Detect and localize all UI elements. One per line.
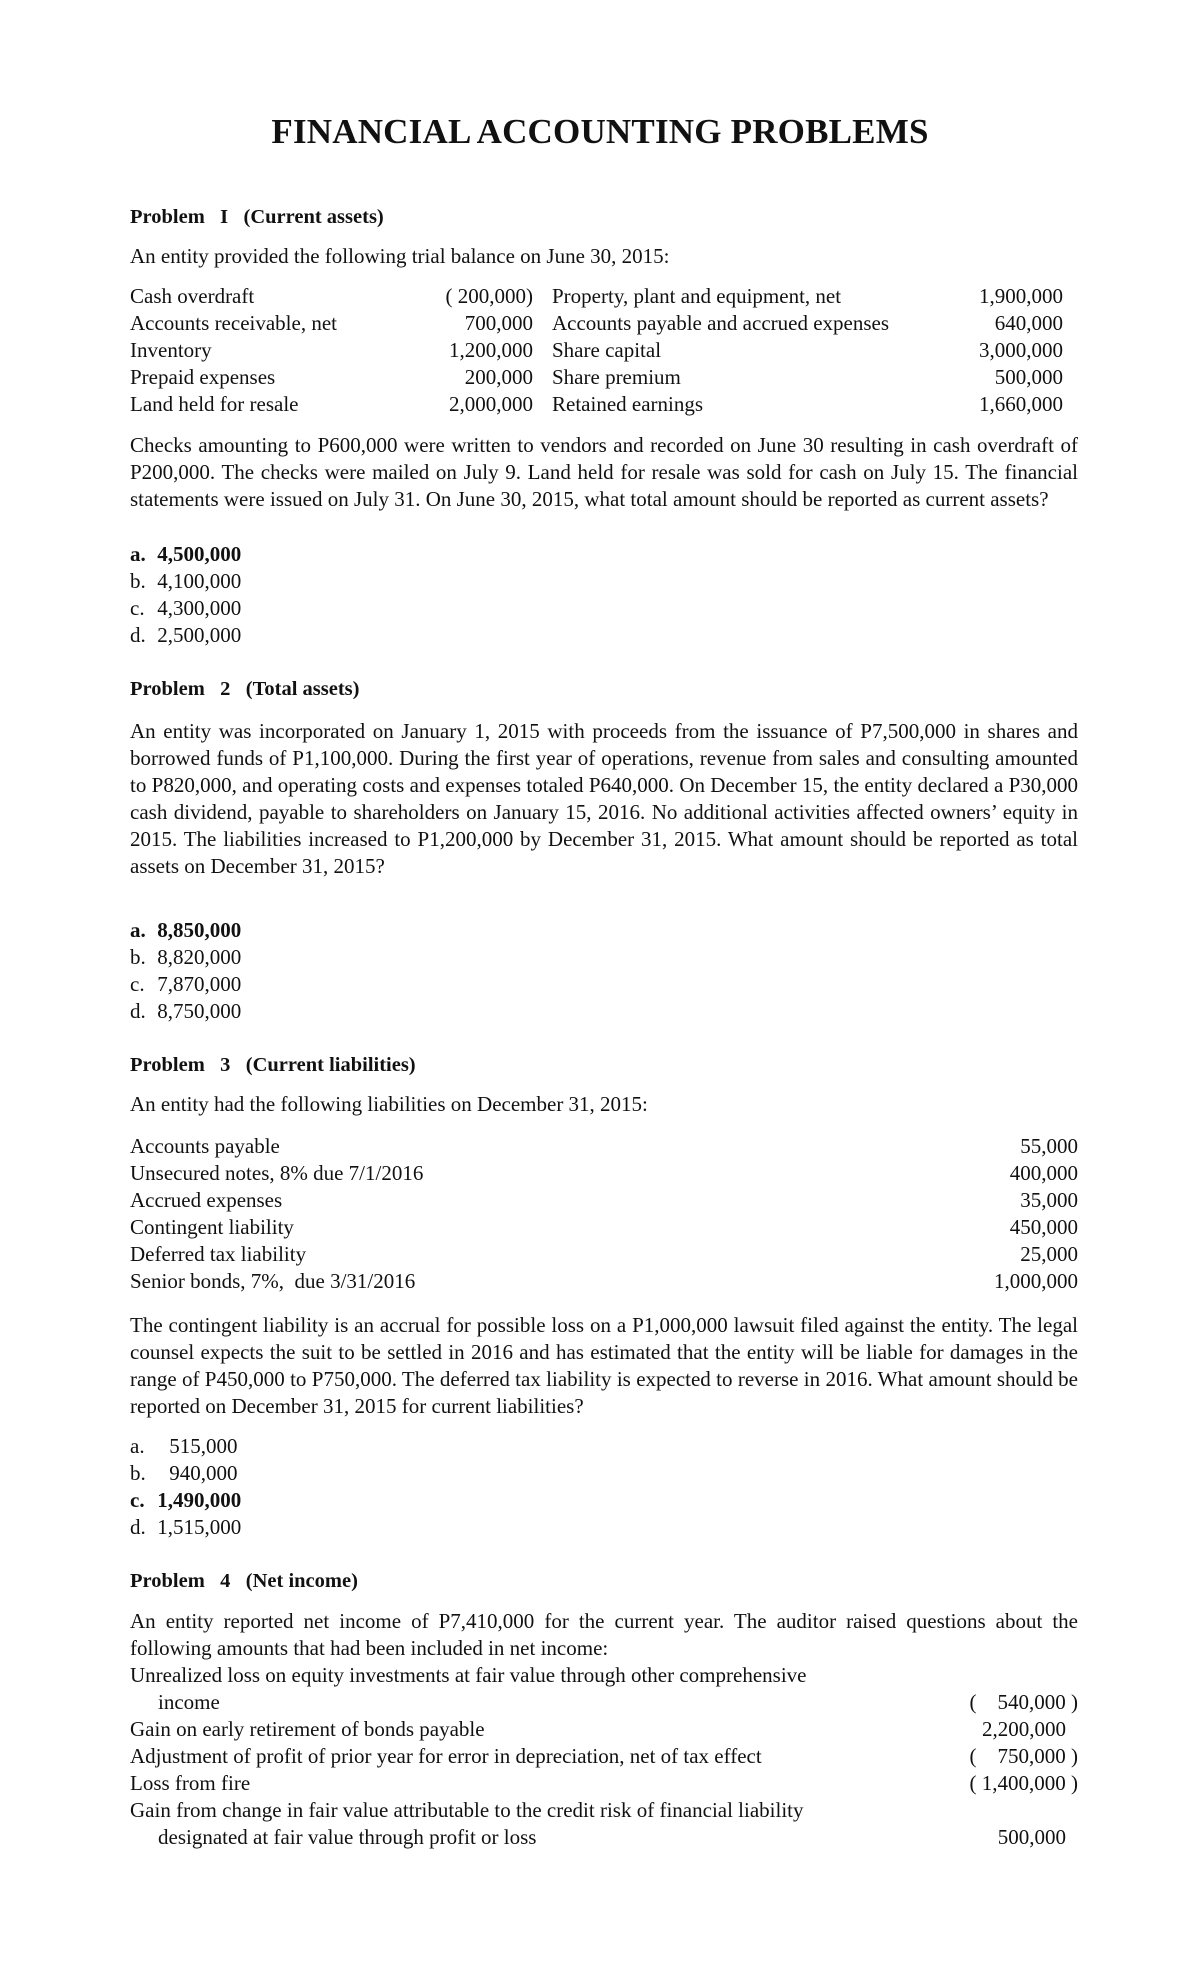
problem-3-option-a: a. 515,000 <box>130 1434 238 1458</box>
table-row: Deferred tax liability 25,000 <box>130 1242 1078 1266</box>
problem-1-option-b: b. 4,100,000 <box>130 569 242 593</box>
table-row: Unsecured notes, 8% due 7/1/2016 400,000 <box>130 1161 1078 1185</box>
problem-1-heading: Problem I (Current assets) <box>130 206 384 228</box>
table-row: Accounts payable 55,000 <box>130 1134 1078 1158</box>
problem-3-option-c: c. 1,490,000 <box>130 1488 242 1512</box>
list-item: Unrealized loss on equity investments at fair value through other comprehensive <box>130 1663 807 1687</box>
table-row: Senior bonds, 7%, due 3/31/2016 1,000,000 <box>130 1269 1078 1293</box>
table-row: Prepaid expenses 200,000 Share premium 500,000 <box>130 365 1063 389</box>
page-title: FINANCIAL ACCOUNTING PROBLEMS <box>271 112 929 151</box>
table-row: Contingent liability 450,000 <box>130 1215 1078 1239</box>
list-item: Gain on early retirement of bonds payable 2,200,000 <box>130 1717 1066 1741</box>
problem-3-question: The contingent liability is an accrual for possible loss on a P1,000,000 lawsuit filed against the entity. The legal counsel expects the suit to be settled in 2016 and has estimated that the entity will be liable for damages in the range of P450,000 to P750,000. The deferred tax liability is expected to reverse in 2016. What amount should be reported on December 31, 2015 for current liabilities? <box>130 1313 1078 1418</box>
table-row: Inventory 1,200,000 Share capital 3,000,000 <box>130 338 1063 362</box>
problem-4-heading: Problem 4 (Net income) <box>130 1570 358 1592</box>
problem-2-question: An entity was incorporated on January 1, 2015 with proceeds from the issuance of P7,500,000 in shares and borrowed funds of P1,100,000. During the first year of operations, revenue from sales and consulting amounted to P820,000, and operating costs and expenses totaled P640,000. On December 15, the entity declared a P30,000 cash dividend, payable to shareholders on January 15, 2016. No additional activities affected owners’ equity in 2015. The liabilities increased to P1,200,000 by December 31, 2015. What amount should be reported as total assets on December 31, 2015? <box>130 719 1078 878</box>
problem-3-option-b: b. 940,000 <box>130 1461 238 1485</box>
list-item: designated at fair value through profit or loss 500,000 <box>158 1825 1066 1849</box>
problem-4-intro: An entity reported net income of P7,410,000 for the current year. The auditor raised questions about the following amounts that had been included in net income: <box>130 1609 1078 1660</box>
list-item: income ( 540,000 ) <box>158 1690 1078 1714</box>
problem-2-option-b: b. 8,820,000 <box>130 945 242 969</box>
problem-1-intro: An entity provided the following trial balance on June 30, 2015: <box>130 244 670 268</box>
table-row: Cash overdraft ( 200,000) Property, plant and equipment, net 1,900,000 <box>130 284 1063 308</box>
problem-2-option-a: a. 8,850,000 <box>130 918 242 942</box>
problem-1-option-a: a. 4,500,000 <box>130 542 242 566</box>
problem-2-option-d: d. 8,750,000 <box>130 999 242 1023</box>
problem-1-option-d: d. 2,500,000 <box>130 623 242 647</box>
table-row: Land held for resale 2,000,000 Retained earnings 1,660,000 <box>130 392 1063 416</box>
problem-1-question: Checks amounting to P600,000 were written to vendors and recorded on June 30 resulting in cash overdraft of P200,000. The checks were mailed on July 9. Land held for resale was sold for cash on July 15. The financial statements were issued on July 31. On June 30, 2015, what total amount should be reported as current assets? <box>130 433 1078 511</box>
list-item: Gain from change in fair value attributable to the credit risk of financial liability <box>130 1798 804 1822</box>
list-item: Loss from fire ( 1,400,000 ) <box>130 1771 1078 1795</box>
problem-3-heading: Problem 3 (Current liabilities) <box>130 1054 416 1076</box>
problem-2-option-c: c. 7,870,000 <box>130 972 242 996</box>
table-row: Accrued expenses 35,000 <box>130 1188 1078 1212</box>
table-row: Accounts receivable, net 700,000 Accounts payable and accrued expenses 640,000 <box>130 311 1063 335</box>
list-item: Adjustment of profit of prior year for error in depreciation, net of tax effect ( 750,000 ) <box>130 1744 1078 1768</box>
problem-1-option-c: c. 4,300,000 <box>130 596 242 620</box>
problem-3-option-d: d. 1,515,000 <box>130 1515 242 1539</box>
problem-2-heading: Problem 2 (Total assets) <box>130 678 360 700</box>
problem-3-intro: An entity had the following liabilities on December 31, 2015: <box>130 1092 648 1116</box>
